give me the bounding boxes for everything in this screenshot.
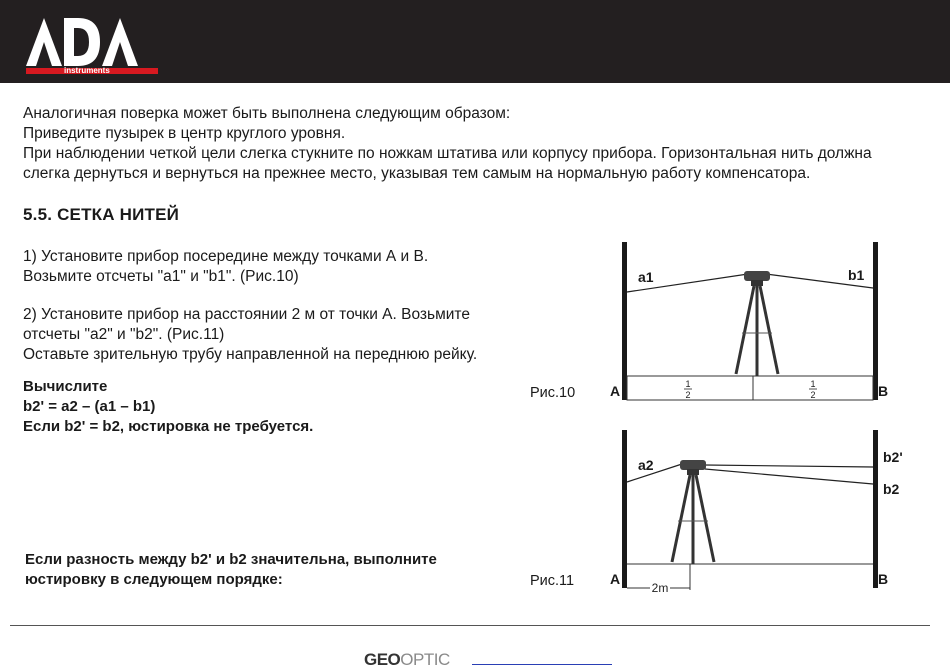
intro-line: Аналогичная поверка может быть выполнена следующим образом: (23, 105, 511, 122)
staff-b (873, 242, 878, 400)
staff-b (873, 430, 878, 588)
point-b: B (878, 383, 889, 399)
calc-formula: b2' = a2 – (a1 – b1) (23, 398, 156, 415)
figure-10 (530, 242, 888, 401)
footer-link-underline[interactable] (472, 664, 612, 665)
step-2-line: Оставьте зрительную трубу направленной на переднюю рейку. (23, 346, 478, 363)
point-a: A (610, 571, 621, 587)
staff-a (622, 242, 627, 400)
figure-10-caption: Рис.10 (530, 385, 576, 401)
staff-a (622, 430, 627, 588)
half-den: 2 (685, 390, 691, 400)
intro-line: Приведите пузырек в центр круглого уровня. (23, 125, 346, 142)
point-b: B (878, 571, 889, 587)
figure-11-caption: Рис.11 (530, 573, 575, 589)
intro-line: При наблюдении четкой цели слегка стукните по ножкам штатива или корпусу прибора. Горизонтальная нить должна (23, 145, 872, 162)
distance-2m: 2m (651, 581, 669, 595)
sight-line-a2 (627, 464, 682, 482)
step-1-line: Возьмите отсчеты "а1" и "b1". (Рис.10) (23, 268, 299, 285)
header-bar (0, 0, 950, 83)
level-instrument (672, 460, 714, 564)
figure-11 (530, 430, 903, 595)
figures-diagram (530, 238, 930, 598)
adjustment-note (25, 550, 437, 590)
reading-b2-prime: b2' (883, 449, 903, 465)
calculation-block (23, 377, 313, 437)
half-num: 1 (685, 379, 691, 389)
calc-line: Если b2' = b2, юстировка не требуется. (23, 418, 314, 435)
point-a: A (610, 383, 621, 399)
step-1-line: 1) Установите прибор посередине между точками А и В. (23, 248, 429, 265)
geooptic-logo (364, 650, 450, 669)
step-2 (23, 305, 477, 365)
level-instrument (736, 271, 778, 376)
step-2-line: отсчеты "а2" и "b2". (Рис.11) (23, 326, 225, 343)
ada-logo (22, 8, 162, 78)
calc-line: Вычислите (23, 378, 108, 395)
intro-line: слегка дернуться и вернуться на прежнее место, указывая тем самым на нормальную работу компенсатора. (23, 165, 811, 182)
logo-subtitle: instruments (64, 66, 110, 75)
reading-b2: b2 (883, 481, 900, 497)
reading-a2: a2 (638, 457, 654, 473)
intro-paragraph (23, 104, 872, 184)
note-line: Если разность между b2' и b2 значительна, выполните (25, 551, 437, 568)
reading-a1: a1 (638, 269, 654, 285)
section-title: 5.5. СЕТКА НИТЕЙ (23, 205, 180, 224)
half-num: 1 (810, 379, 816, 389)
footer-divider (10, 625, 930, 626)
reading-b1: b1 (848, 267, 865, 283)
step-1 (23, 247, 428, 287)
step-2-line: 2) Установите прибор на расстоянии 2 м от точки А. Возьмите (23, 306, 470, 323)
brand-light: OPTIC (400, 650, 450, 669)
ground-baseline (627, 376, 873, 400)
half-den: 2 (810, 390, 816, 400)
brand-bold: GEO (364, 650, 401, 669)
sight-line-b2-prime (705, 465, 873, 467)
sight-line-b2 (705, 469, 873, 484)
note-line: юстировку в следующем порядке: (25, 571, 283, 588)
